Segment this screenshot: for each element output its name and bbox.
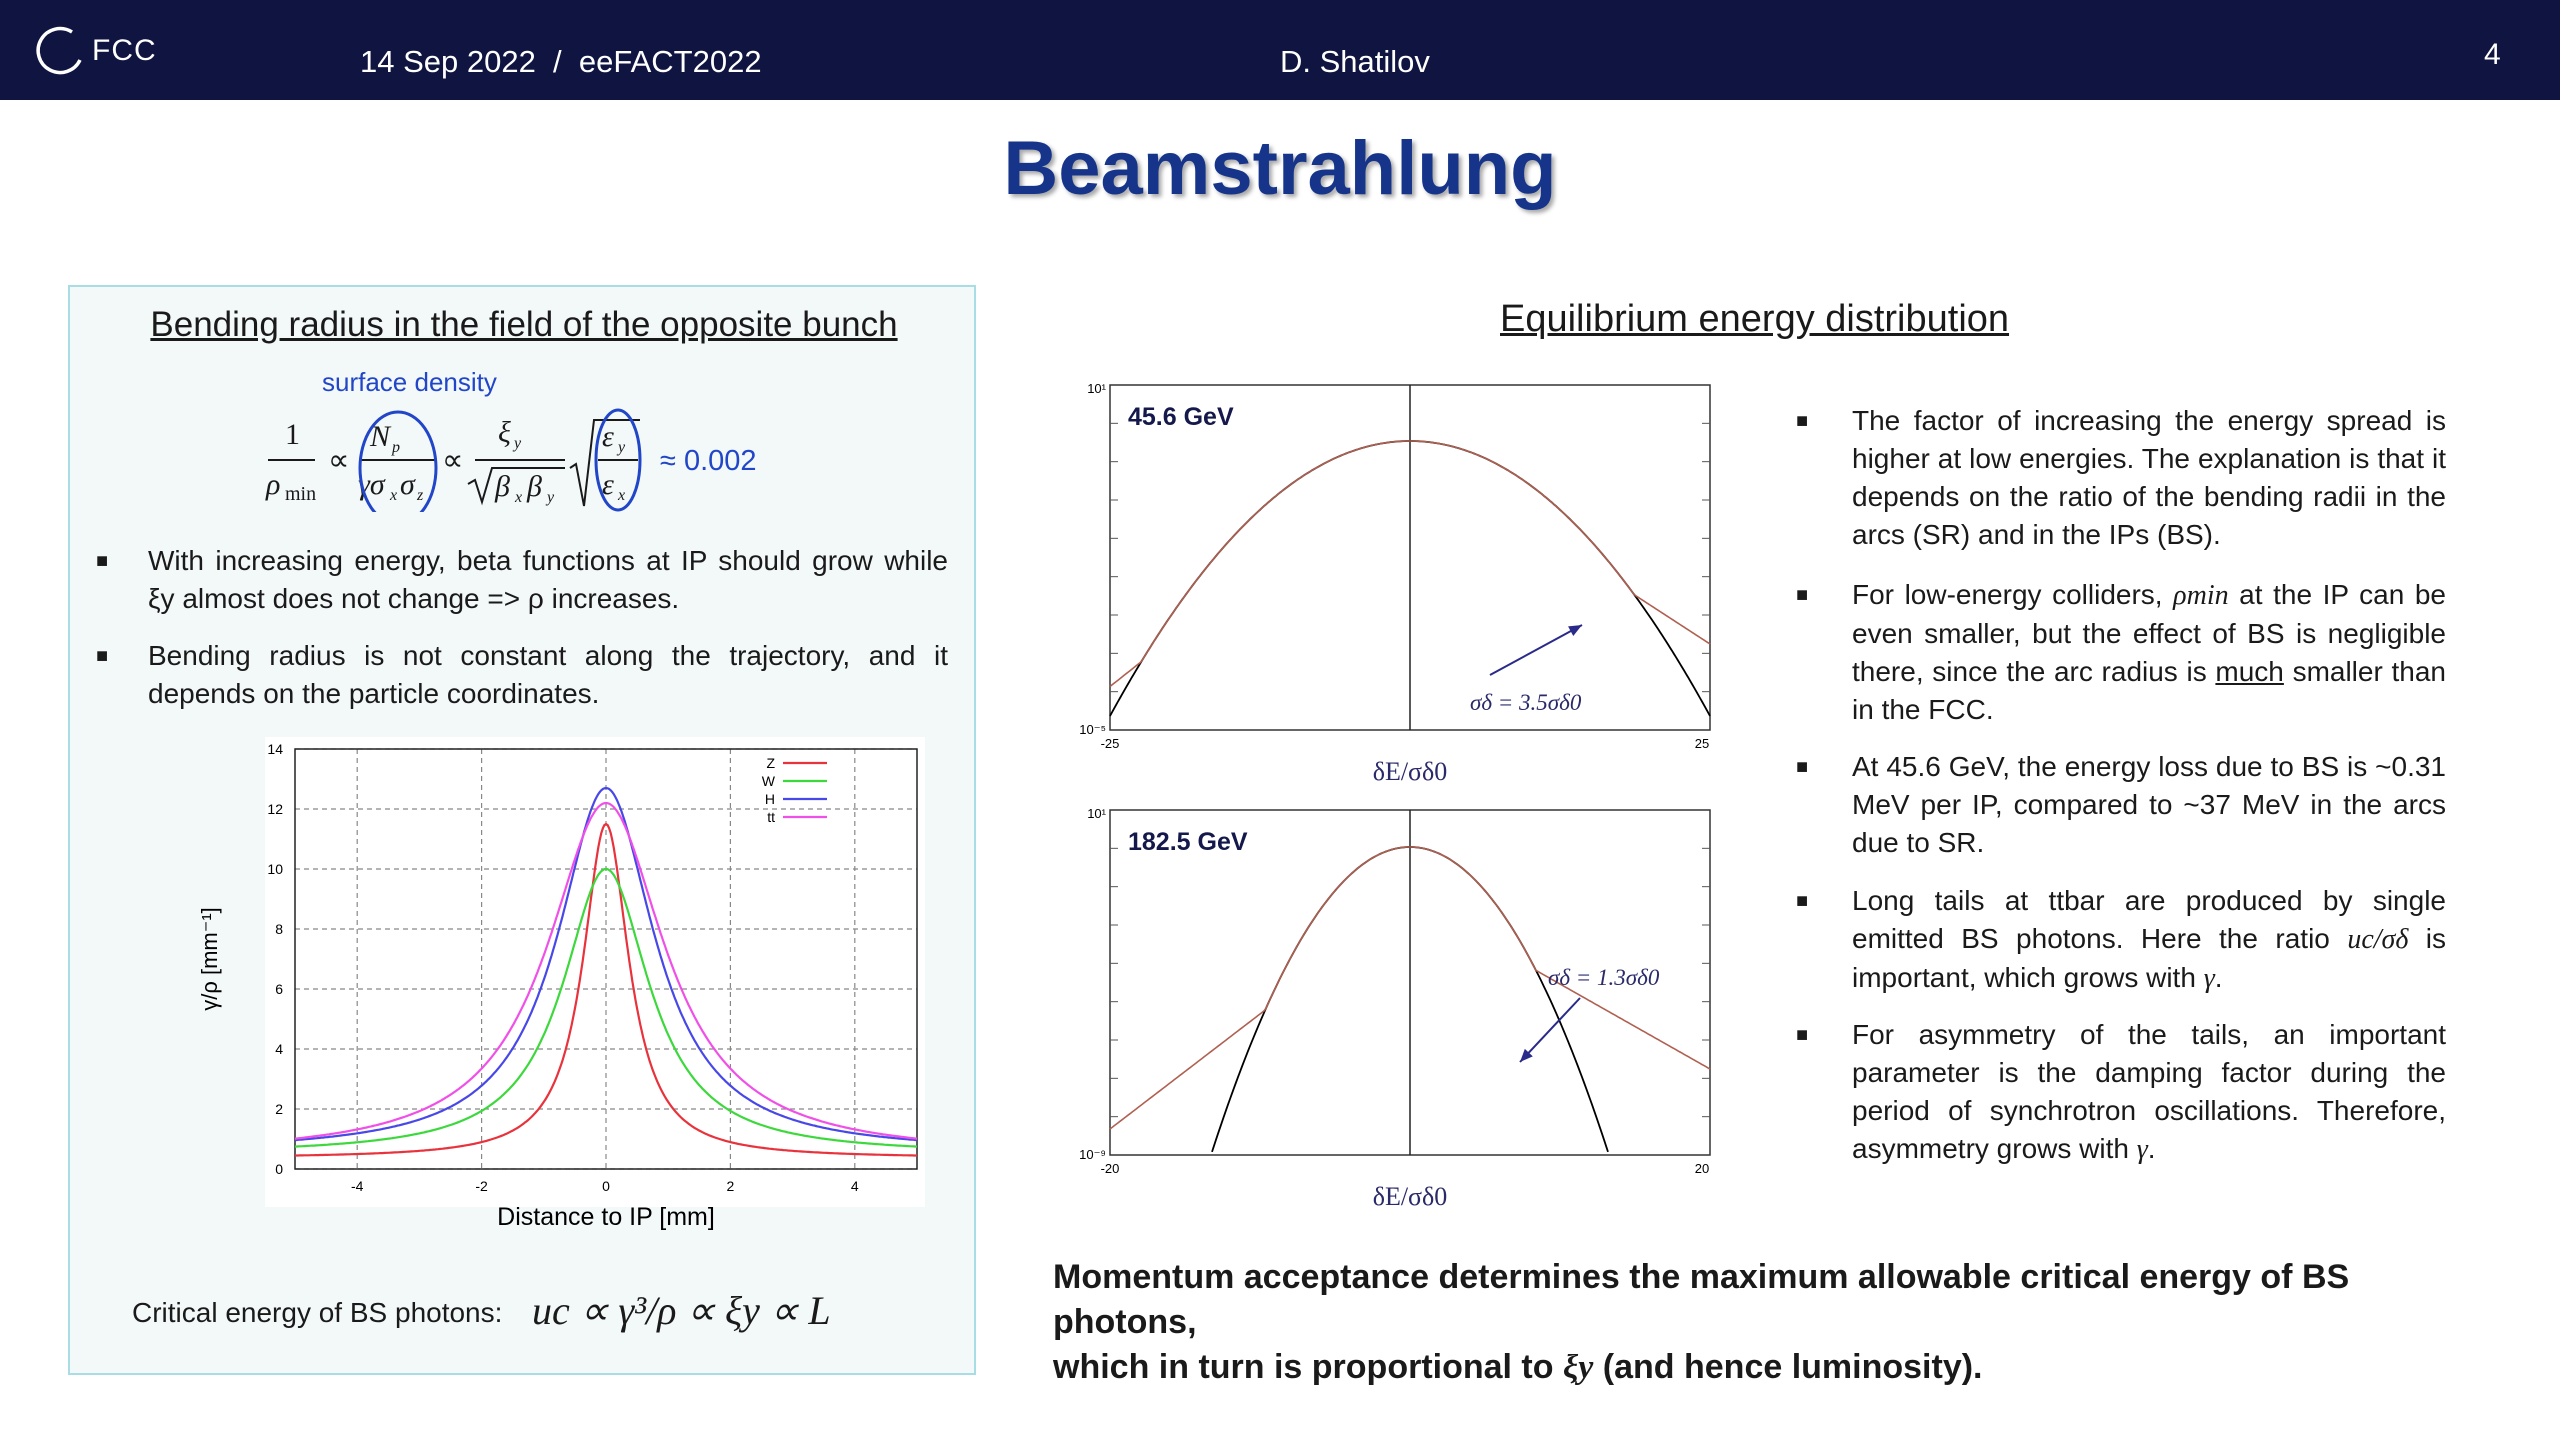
svg-text:β: β bbox=[527, 470, 542, 503]
right-bullet-3 bbox=[1796, 748, 2446, 862]
x-tick-label: 25 bbox=[1694, 736, 1710, 751]
energy-label: 45.6 GeV bbox=[1128, 403, 1234, 431]
legend-label: H bbox=[764, 791, 775, 807]
emphasis-much: much bbox=[2215, 656, 2284, 687]
momentum-acceptance-statement bbox=[1053, 1255, 2453, 1390]
gamma-symbol: γ bbox=[2136, 1134, 2148, 1165]
right-bullet-4 bbox=[1796, 882, 2447, 998]
energy-label: 182.5 GeV bbox=[1128, 828, 1248, 856]
svg-text:x: x bbox=[390, 487, 398, 504]
bullet-marker: ■ bbox=[1796, 584, 1809, 606]
bullet-text: Bending radius is not constant along the trajectory, and it depends on the particle coordinates. bbox=[148, 640, 948, 709]
formula-result: ≈ 0.002 bbox=[660, 445, 757, 477]
bullet-text: . bbox=[2147, 1133, 2156, 1164]
statement-text: (and hence luminosity). bbox=[1593, 1348, 1983, 1386]
svg-text:σ: σ bbox=[400, 468, 415, 501]
header-bar bbox=[0, 0, 2560, 100]
x-axis-label: δE/σδ0 bbox=[1372, 757, 1448, 786]
left-bullet-1 bbox=[96, 542, 948, 618]
bullet-marker: ■ bbox=[96, 550, 109, 572]
legend-label: W bbox=[761, 773, 775, 789]
y-tick-label: 10⁻⁵ bbox=[1079, 722, 1106, 737]
svg-text:min: min bbox=[285, 483, 317, 505]
header-author: D. Shatilov bbox=[1280, 44, 1430, 79]
x-tick-label: -25 bbox=[1100, 736, 1120, 751]
right-bullet-1 bbox=[1796, 402, 2446, 554]
x-tick-label: -4 bbox=[350, 1178, 364, 1194]
xi-y-symbol: ξy bbox=[1562, 1349, 1594, 1386]
bullet-text: The factor of increasing the energy spread is higher at low energies. The explanation is that it depends on the ratio of the bending radii in the arcs (SR) and in the IPs (BS). bbox=[1852, 405, 2446, 550]
x-tick-label: 2 bbox=[726, 1178, 735, 1194]
svg-text:x: x bbox=[618, 487, 626, 504]
svg-text:β: β bbox=[495, 470, 510, 503]
rho-min-symbol: ρmin bbox=[2173, 580, 2229, 611]
sigma-annotation: σδ = 3.5σδ0 bbox=[1470, 690, 1582, 715]
bullet-text: With increasing energy, beta functions at IP should grow while ξy almost does not change => ρ increases. bbox=[148, 545, 948, 614]
x-tick-label: -20 bbox=[1100, 1161, 1120, 1176]
svg-text:ρ: ρ bbox=[266, 468, 281, 501]
svg-text:y: y bbox=[514, 435, 522, 452]
svg-text:y: y bbox=[547, 489, 555, 506]
x-tick-label: 4 bbox=[850, 1178, 859, 1194]
bullet-text: For asymmetry of the tails, an important parameter is the damping factor during the period of synchrotron oscillations. Therefore, asymmetry grows with bbox=[1852, 1019, 2446, 1164]
y-tick-label: 10¹ bbox=[1087, 381, 1106, 396]
bullet-marker: ■ bbox=[1796, 890, 1809, 912]
energy-distribution-45-chart bbox=[1060, 375, 1740, 795]
x-axis-label: δE/σδ0 bbox=[1372, 1182, 1448, 1211]
bending-radius-formula bbox=[230, 402, 850, 512]
y-tick-label: 4 bbox=[275, 1041, 283, 1057]
gamma-symbol: γ bbox=[2203, 963, 2215, 994]
svg-text:ε: ε bbox=[602, 420, 614, 453]
gamma-over-rho-chart bbox=[195, 737, 975, 1327]
page-number: 4 bbox=[2484, 38, 2501, 71]
uc-over-sigma-symbol: uc/σδ bbox=[2347, 924, 2409, 955]
left-panel-title: Bending radius in the field of the opposite bunch bbox=[150, 305, 898, 344]
statement-line-1: Momentum acceptance determines the maximum allowable critical energy of BS photons, bbox=[1053, 1258, 2350, 1341]
legend-label: Z bbox=[766, 755, 775, 771]
bullet-text: At 45.6 GeV, the energy loss due to BS is ~0.31 MeV per IP, compared to ~37 MeV in the arcs due to SR. bbox=[1852, 751, 2446, 858]
y-tick-label: 0 bbox=[275, 1161, 283, 1177]
x-tick-label: -2 bbox=[475, 1178, 488, 1194]
header-date-event: 14 Sep 2022 / eeFACT2022 bbox=[360, 44, 762, 79]
svg-text:y: y bbox=[618, 439, 626, 456]
bullet-text: For low-energy colliders, bbox=[1852, 579, 2174, 610]
equilibrium-title: Equilibrium energy distribution bbox=[1500, 298, 2010, 340]
statement-line-2 bbox=[1053, 1345, 2453, 1390]
svg-text:ε: ε bbox=[602, 468, 614, 501]
left-panel bbox=[68, 285, 976, 1375]
svg-text:z: z bbox=[417, 487, 424, 504]
y-tick-label: 14 bbox=[267, 741, 283, 757]
y-tick-label: 10⁻⁹ bbox=[1079, 1147, 1106, 1162]
x-tick-label: 0 bbox=[602, 1178, 610, 1194]
svg-text:1: 1 bbox=[285, 418, 300, 451]
right-bullet-5 bbox=[1796, 1016, 2446, 1169]
energy-distribution-182-chart bbox=[1060, 800, 1740, 1220]
bullet-marker: ■ bbox=[1796, 1024, 1809, 1046]
surface-density-label: surface density bbox=[322, 367, 497, 397]
x-tick-label: 20 bbox=[1694, 1161, 1710, 1176]
critical-energy-formula: uc ∝ γ³/ρ ∝ ξy ∝ L bbox=[532, 1288, 831, 1333]
svg-text:x: x bbox=[515, 489, 523, 506]
y-tick-label: 12 bbox=[267, 801, 283, 817]
x-axis-label: Distance to IP [mm] bbox=[497, 1203, 715, 1231]
bullet-text: . bbox=[2214, 962, 2223, 993]
statement-text: which in turn is proportional to bbox=[1053, 1348, 1563, 1386]
critical-energy-label: Critical energy of BS photons: bbox=[132, 1297, 503, 1328]
y-tick-label: 10¹ bbox=[1087, 806, 1106, 821]
bullet-marker: ■ bbox=[1796, 410, 1809, 432]
logo-text: FCC bbox=[92, 34, 157, 67]
sigma-annotation: σδ = 1.3σδ0 bbox=[1548, 965, 1660, 990]
bullet-marker: ■ bbox=[96, 645, 109, 667]
svg-text:∝: ∝ bbox=[442, 444, 464, 477]
plot-background bbox=[265, 737, 925, 1207]
svg-text:ξ: ξ bbox=[498, 416, 511, 449]
left-bullet-2 bbox=[96, 637, 948, 713]
bullet-text: is important, which grows with bbox=[1852, 923, 2447, 993]
svg-text:∝: ∝ bbox=[328, 444, 350, 477]
y-axis-label: γ/ρ [mm⁻¹] bbox=[197, 907, 222, 1011]
y-tick-label: 10 bbox=[267, 861, 283, 877]
svg-text:γσ: γσ bbox=[358, 468, 385, 501]
right-bullet-2 bbox=[1796, 576, 2446, 729]
svg-text:p: p bbox=[392, 439, 400, 456]
bullet-text: smaller than in the FCC. bbox=[1852, 656, 2446, 725]
slide-title: Beamstrahlung bbox=[1003, 126, 1557, 211]
bullet-marker: ■ bbox=[1796, 756, 1809, 778]
y-tick-label: 6 bbox=[275, 981, 283, 997]
legend-label: tt bbox=[767, 809, 775, 825]
svg-text:N: N bbox=[370, 420, 391, 453]
bullet-text: at the IP can be even smaller, but the effect of BS is negligible there, since the arc radius is bbox=[1852, 579, 2446, 687]
y-tick-label: 8 bbox=[275, 921, 283, 937]
bullet-text: Long tails at ttbar are produced by single emitted BS photons. Here the ratio bbox=[1852, 885, 2446, 954]
y-tick-label: 2 bbox=[275, 1101, 283, 1117]
